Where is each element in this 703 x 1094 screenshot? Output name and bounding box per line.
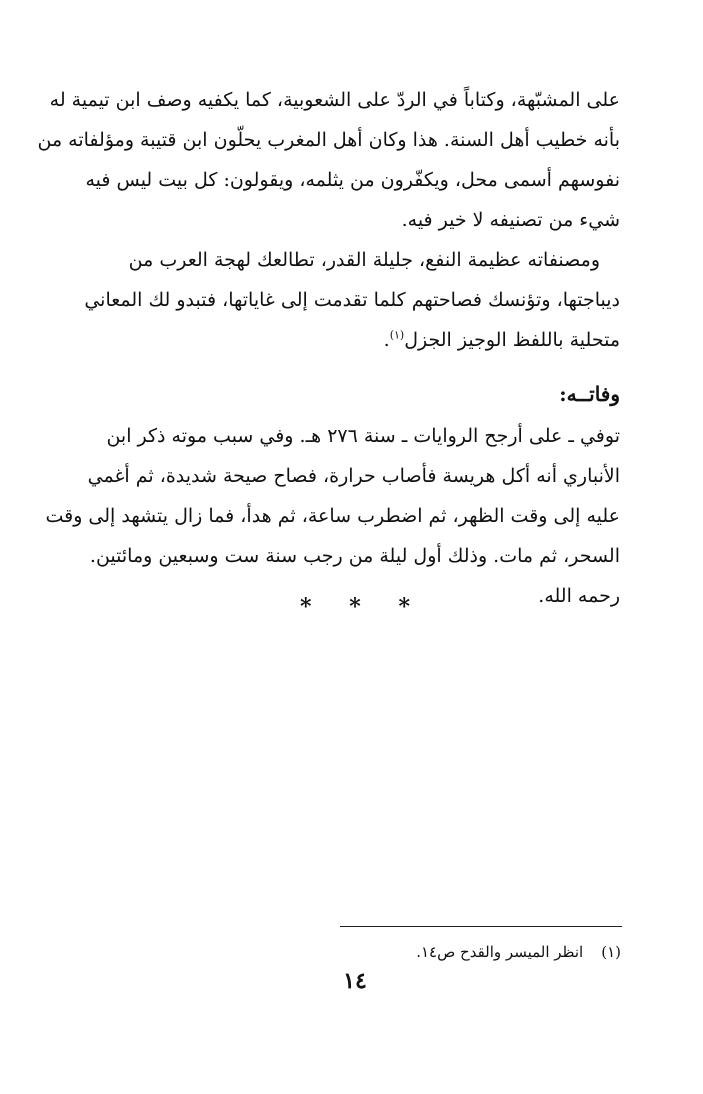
footnote xyxy=(221,940,621,964)
text-line: شيء من تصنيفه لا خير فيه. xyxy=(401,209,620,231)
paragraph-3 xyxy=(45,416,620,616)
text-line: نفوسهم أسمى محل، ويكفّرون من يثلمه، ويقولون: كل بيت ليس فيه xyxy=(85,169,620,191)
section-heading: وفاتــه: xyxy=(559,382,620,406)
footnote-divider xyxy=(340,926,622,927)
footnote-number: (١) xyxy=(601,943,621,961)
text-line: بأنه خطيب أهل السنة. هذا وكان أهل المغرب يحلّون ابن قتيبة ومؤلفاته من xyxy=(37,129,620,151)
page-number: ١٤ xyxy=(343,968,367,994)
asterisk-icon: * xyxy=(349,594,361,620)
paragraph-1 xyxy=(37,80,620,240)
text-segment: متحلية باللفظ الوجيز الجزل xyxy=(404,329,620,351)
text-line-with-note xyxy=(85,320,620,360)
footnote-reference: (١) xyxy=(389,328,405,342)
main-text xyxy=(37,80,620,616)
text-line: السحر، ثم مات. وذلك أول ليلة من رجب سنة ست وسبعين ومائتين. xyxy=(89,545,620,567)
text-line: رحمه الله. xyxy=(538,585,620,607)
asterisk-icon: * xyxy=(300,594,312,620)
text-line: على المشبّهة، وكتاباً في الردّ على الشعوبية، كما يكفيه وصف ابن تيمية له xyxy=(49,89,620,111)
asterisk-icon: * xyxy=(398,594,410,620)
paragraph-2 xyxy=(85,240,620,360)
end-punctuation: . xyxy=(383,329,390,351)
text-line: ومصنفاته عظيمة النفع، جليلة القدر، تطالعك لهجة العرب من xyxy=(128,249,600,271)
section-separator xyxy=(300,594,410,620)
text-line: عليه إلى وقت الظهر، ثم اضطرب ساعة، ثم هدأ، فما زال يتشهد إلى وقت xyxy=(45,505,620,527)
text-line: الأنباري أنه أكل هريسة فأصاب حرارة، فصاح صيحة شديدة، ثم أغمي xyxy=(87,465,620,487)
text-line: ديباجتها، وتؤنسك فصاحتهم كلما تقدمت إلى غاياتها، فتبدو لك المعاني xyxy=(84,289,620,311)
text-line: توفي ـ على أرجح الروايات ـ سنة ٢٧٦ هـ. وفي سبب موته ذكر ابن xyxy=(106,425,620,447)
footnote-text: انظر الميسر والقدح ص١٤. xyxy=(416,943,584,961)
